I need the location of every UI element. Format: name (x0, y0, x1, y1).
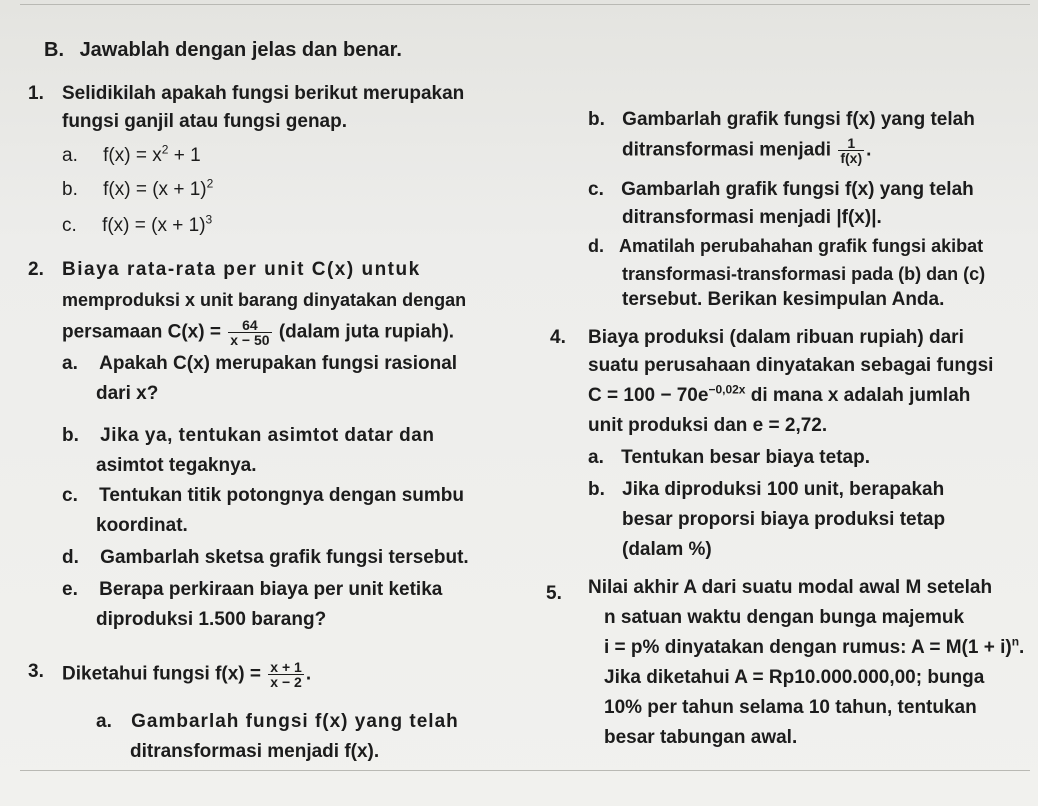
q2-line2: memproduksi x unit barang dinyatakan dengan (62, 290, 467, 310)
q1-item-a (62, 144, 201, 168)
q3-b-frac-den: f(x) (840, 150, 863, 166)
q3-frac-den: x − 2 (270, 674, 302, 690)
q3-fraction (268, 660, 304, 689)
q2-line3 (62, 318, 454, 347)
q2-number: 2. (28, 259, 44, 280)
q4-line3 (588, 384, 970, 408)
q2-line3-post: (dalam juta rupiah). (273, 321, 455, 343)
q4-item-b (588, 478, 944, 502)
q2-item-a (62, 352, 457, 376)
q3-a-label: a. (96, 711, 112, 732)
q5-number: 5. (546, 583, 562, 604)
q3-a-line2: ditransformasi menjadi f(x). (130, 741, 380, 762)
top-edge-line (20, 4, 1030, 5)
q3-item-b (588, 108, 975, 132)
q1-b-expr: f(x) = (x + 1) (103, 179, 207, 200)
q2-line1: Biaya rata-rata per unit C(x) untuk (62, 259, 421, 280)
q4-line1: Biaya produksi (dalam ribuan rupiah) dari (588, 327, 964, 348)
q4-number: 4. (550, 327, 566, 348)
q1-a-expr: f(x) = x (103, 145, 162, 166)
q3-item-a (96, 710, 459, 734)
q3-d-line1: Amatilah perubahahan grafik fungsi akibat (619, 236, 984, 256)
q3-b-fraction (838, 136, 864, 165)
q1-c-sup: 3 (205, 212, 213, 227)
q4-line4: unit produksi dan e = 2,72. (588, 415, 828, 436)
q4-line3-pre: C = 100 − 70e (588, 385, 709, 406)
q4-line3-sup: −0,02x (708, 382, 746, 397)
q3-intro (62, 660, 311, 689)
q1-a-tail: + 1 (168, 145, 201, 166)
q2-e-label: e. (62, 579, 78, 600)
q5-line4: Jika diketahui A = Rp10.000.000,00; bunga (604, 667, 985, 688)
q5-line2: n satuan waktu dengan bunga majemuk (604, 607, 965, 628)
q5-line5: 10% per tahun selama 10 tahun, tentukan (604, 697, 977, 718)
q1-a-label: a. (62, 145, 78, 166)
q4-b-label: b. (588, 479, 605, 500)
q2-c-label: c. (62, 485, 78, 506)
q3-intro-post: . (305, 663, 312, 685)
q3-b-frac-num: 1 (838, 136, 864, 151)
q3-item-d (588, 234, 983, 258)
q3-b-label: b. (588, 109, 605, 130)
q3-d-line2: transformasi-transformasi pada (b) dan (c) (622, 264, 986, 284)
q1-b-sup: 2 (206, 176, 214, 191)
q2-b-label: b. (62, 425, 79, 446)
q1-c-label: c. (62, 215, 77, 236)
q1-c-expr: f(x) = (x + 1) (102, 215, 206, 236)
q2-item-d (62, 546, 469, 570)
q3-c-line1: Gambarlah grafik fungsi f(x) yang telah (621, 179, 974, 200)
q4-line2: suatu perusahaan dinyatakan sebagai fungsi (588, 355, 994, 376)
section-marker: B. (44, 39, 64, 61)
q3-b-line2-pre: ditransformasi menjadi (622, 139, 837, 161)
q4-b-line3: (dalam %) (622, 539, 712, 560)
q5-line3-sup: n (1011, 634, 1020, 649)
q2-frac-num: 64 (228, 318, 271, 333)
q5-line3-pre: i = p% dinyatakan dengan rumus: A = M(1 + i) (604, 637, 1012, 658)
q3-c-line2: ditransformasi menjadi |f(x)|. (622, 207, 882, 228)
q4-b-line2: besar proporsi biaya produksi tetap (622, 509, 946, 530)
q3-item-c (588, 178, 974, 202)
q3-frac-num: x + 1 (270, 659, 302, 675)
q2-b-line2: asimtot tegaknya. (96, 455, 257, 476)
q3-c-label: c. (588, 179, 604, 200)
q2-item-e (62, 578, 442, 602)
q4-item-a (588, 446, 870, 470)
q5-line3 (604, 636, 1024, 660)
q2-a-line1: Apakah C(x) merupakan fungsi rasional (99, 353, 458, 374)
q5-line6: besar tabungan awal. (604, 727, 798, 748)
q3-d-line3: tersebut. Berikan kesimpulan Anda. (622, 289, 945, 310)
q4-a-line1: Tentukan besar biaya tetap. (621, 447, 870, 468)
q2-a-line2: dari x? (96, 383, 159, 404)
q1-item-c (62, 214, 212, 238)
q2-e-line1: Berapa perkiraan biaya per unit ketika (99, 579, 443, 600)
q4-b-line1: Jika diproduksi 100 unit, berapakah (622, 479, 945, 500)
q1-number: 1. (28, 83, 44, 104)
q3-d-label: d. (588, 236, 604, 256)
q1-item-b (62, 178, 213, 202)
q2-fraction (228, 318, 271, 347)
q2-d-label: d. (62, 547, 79, 568)
q2-d-line1: Gambarlah sketsa grafik fungsi tersebut. (100, 547, 469, 568)
section-title: Jawablah dengan jelas dan benar. (79, 39, 402, 61)
q2-c-line2: koordinat. (96, 515, 188, 536)
q2-b-line1: Jika ya, tentukan asimtot datar dan (100, 425, 435, 446)
q3-intro-pre: Diketahui fungsi f(x) = (62, 663, 267, 685)
q4-a-label: a. (588, 447, 604, 468)
q5-line3-post: . (1019, 637, 1025, 658)
section-header (44, 38, 402, 62)
bottom-edge-line (20, 770, 1030, 771)
q3-number: 3. (28, 661, 44, 682)
q5-line1: Nilai akhir A dari suatu modal awal M setelah (588, 577, 993, 598)
q2-item-b (62, 424, 434, 448)
q2-a-label: a. (62, 353, 78, 374)
q3-a-line1: Gambarlah fungsi f(x) yang telah (131, 711, 459, 732)
q1-line2: fungsi ganjil atau fungsi genap. (62, 111, 348, 132)
q1-line1: Selidikilah apakah fungsi berikut merupakan (62, 83, 465, 104)
q3-b-line1: Gambarlah grafik fungsi f(x) yang telah (622, 109, 975, 130)
q2-c-line1: Tentukan titik potongnya dengan sumbu (99, 485, 465, 506)
q2-line3-pre: persamaan C(x) = (62, 321, 227, 343)
q2-e-line2: diproduksi 1.500 barang? (96, 609, 327, 630)
q4-line3-post: di mana x adalah jumlah (745, 385, 971, 406)
q2-item-c (62, 484, 464, 508)
q1-a-sup: 2 (161, 142, 169, 157)
q1-b-label: b. (62, 179, 78, 200)
q3-b-line2 (622, 136, 871, 165)
q2-frac-den: x − 50 (230, 332, 270, 348)
q3-b-line2-post: . (866, 139, 872, 161)
